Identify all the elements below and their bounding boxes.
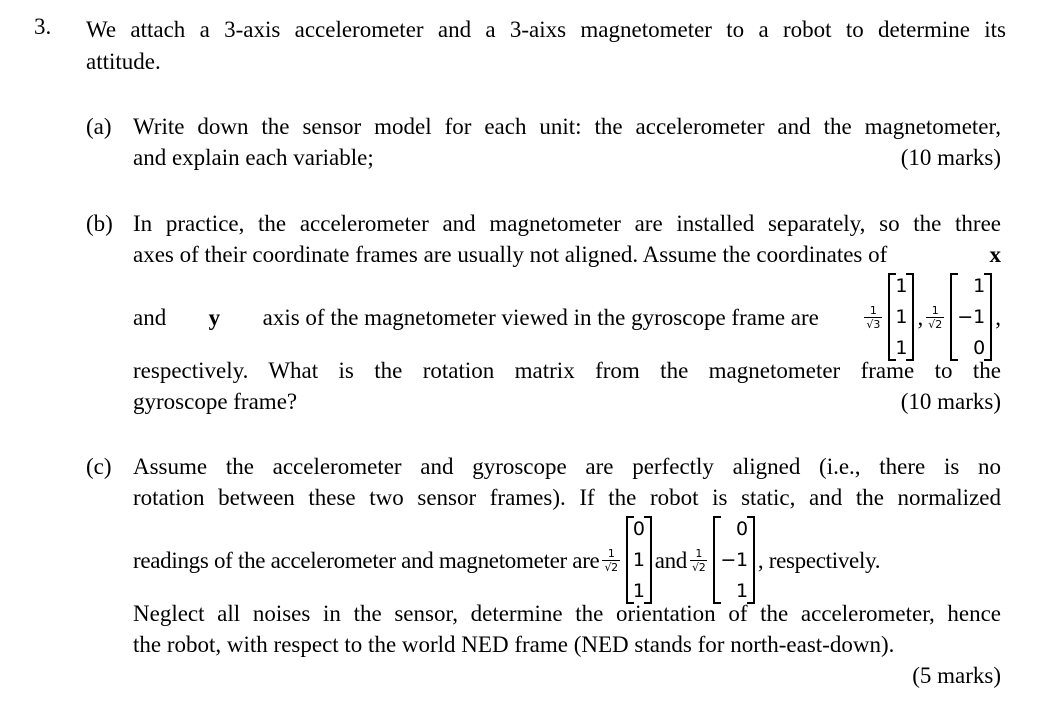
part-a-label: (a) [86,114,112,139]
part-a-line-1: Write down the sensor model for each unit: the accelerometer and the magnetometer, [133,114,1001,139]
part-c [86,451,1006,691]
part-c-line-4: Neglect all noises in the sensor, determine the orientation of the accelerometer, hence [133,601,1001,626]
part-c-frac-2: $\frac{1}{√2}$ [692,546,706,574]
part-b-marks: (10 marks) [900,389,1001,414]
part-c-math-line [133,513,1001,607]
part-c-label: (c) [86,454,112,479]
part-b-line-5: gyroscope frame? [133,389,298,414]
part-b-frac-2: $\frac{1}{√2}$ [928,303,943,331]
part-c-line-1: Assume the accelerometer and gyroscope are perfectly aligned (i.e., there is no [133,454,1001,479]
part-c-marks: (5 marks) [912,663,1001,688]
part-b-line-3-post: axis of the magnetometer viewed in the gyroscope frame are [262,304,819,330]
part-b-line-4: respectively. What is the rotation matrix from the magnetometer frame to the [133,358,1001,383]
intro-line-1: We attach a 3-axis accelerometer and a 3-aixs magnetometer to a robot to determine its [86,17,1006,42]
part-b-vector-2: 1 −1 0 [950,273,992,361]
part-c-line-2: rotation between these two sensor frames). If the robot is static, and the normalized [133,485,1001,510]
part-c-line-3-pre: readings of the accelerometer and magnetometer are [133,547,600,573]
part-a [86,111,1006,173]
question-intro [86,14,1006,78]
part-b-var-x: x [989,242,1001,267]
part-b-var-y: y [208,304,221,330]
part-b-label: (b) [86,211,113,236]
part-c-vector-2: 0 −1 1 [713,516,754,604]
part-c-line-3-mid: and [654,547,687,573]
part-a-marks: (10 marks) [900,145,1001,170]
part-b [86,208,1006,417]
part-b-line-2: axes of their coordinate frames are usually not aligned. Assume the coordinates of [133,242,888,267]
part-c-frac-1: $\frac{1}{√2}$ [604,546,618,574]
part-c-line-3-post: , respectively. [757,547,881,573]
intro-line-2: attitude. [86,49,161,74]
part-b-frac-1: $\frac{1}{√3}$ [866,303,881,331]
part-a-line-2: and explain each variable; [133,145,374,170]
question-number: 3. [34,14,52,39]
part-c-line-5: the robot, with respect to the world NED frame (NED stands for north-east-down). [133,632,895,657]
part-b-line-1: In practice, the accelerometer and magnetometer are installed separately, so the three [133,211,1001,236]
part-b-math-line: and y axis of the magnetometer viewed in the gyroscope frame are $\frac{1}{√3}$ 1 1 1 , $\frac{1}{√2}$ 1 −1 0 , [133,275,1001,359]
part-c-vector-1: 0 1 1 [626,516,652,604]
part-b-vector-1: 1 1 1 [888,273,914,361]
part-b-line-3-pre: and [133,304,167,330]
